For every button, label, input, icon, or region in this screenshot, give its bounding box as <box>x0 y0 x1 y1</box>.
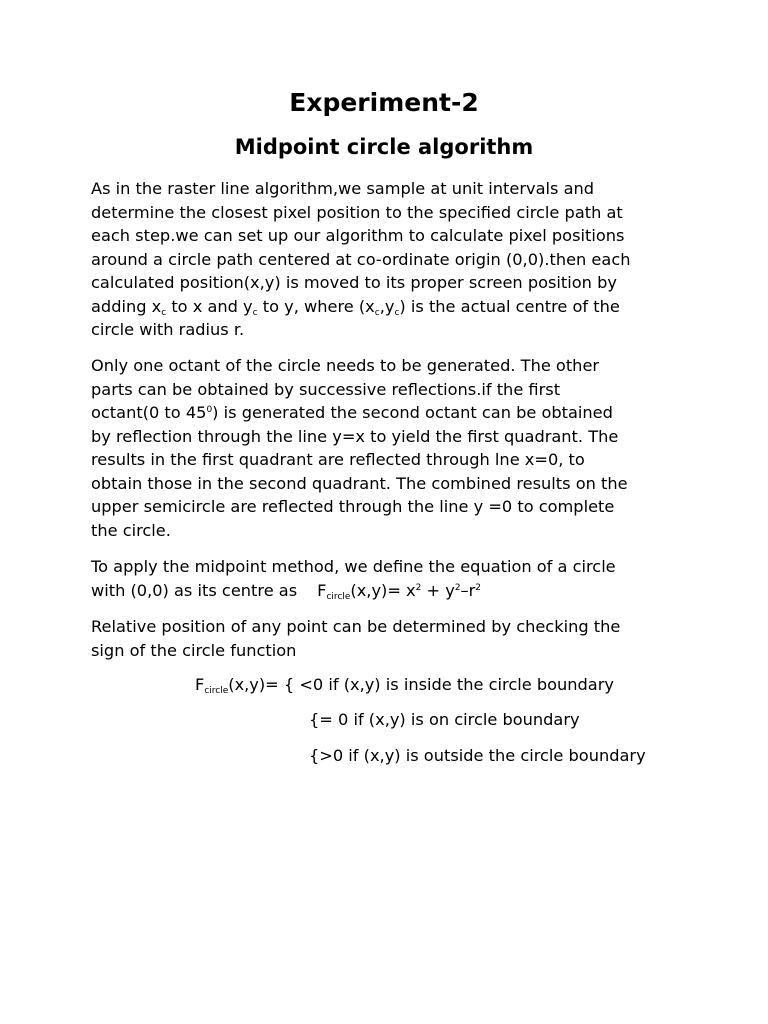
page-subtitle: Midpoint circle algorithm <box>234 135 534 159</box>
text-fragment: ) is the actual centre of the <box>399 296 620 316</box>
condition-inside <box>195 675 614 694</box>
text-line: by reflection through the line y=x to yield the first quadrant. The <box>91 426 619 446</box>
text-fragment: + y <box>421 580 455 600</box>
subscript: c <box>252 307 258 318</box>
text-line: around a circle path centered at co-ordinate origin (0,0).then each <box>91 249 631 269</box>
superscript: 2 <box>454 582 461 593</box>
text-line: parts can be obtained by successive reflections.if the first <box>91 379 561 399</box>
subscript: circle <box>204 686 229 696</box>
subscript: c <box>161 307 167 318</box>
text-line: each step.we can set up our algorithm to calculate pixel positions <box>91 226 625 245</box>
condition-on-boundary: {= 0 if (x,y) is on circle boundary <box>309 710 580 729</box>
text-fragment: ,y <box>379 296 395 316</box>
text-line: determine the closest pixel position to the specified circle path at <box>91 202 623 222</box>
condition-outside: {>0 if (x,y) is outside the circle boundary <box>309 746 646 765</box>
subscript: c <box>374 307 380 318</box>
text-fragment: –r <box>460 580 476 600</box>
function-symbol: F <box>317 580 327 600</box>
text-line-with-superscript <box>91 401 691 425</box>
text-line: the circle. <box>91 520 171 540</box>
paragraph-relative-position <box>91 615 691 662</box>
subscript: c <box>394 307 400 318</box>
text-fragment: (x,y)= { <0 if (x,y) is inside the circle boundary <box>228 675 614 694</box>
function-symbol: F <box>195 675 205 694</box>
text-fragment: octant(0 to 45 <box>91 403 207 422</box>
text-line: results in the first quadrant are reflected through lne x=0, to <box>91 450 585 469</box>
text-line: As in the raster line algorithm,we sample at unit intervals and <box>91 179 595 198</box>
paragraph-circle-equation <box>91 555 691 602</box>
page-title: Experiment-2 <box>289 88 479 117</box>
degree-superscript: 0 <box>206 405 213 415</box>
paragraph-octant-symmetry <box>91 354 691 542</box>
text-line-with-subscripts <box>91 295 691 319</box>
superscript: 2 <box>475 582 482 593</box>
text-line: Relative position of any point can be determined by checking the <box>91 617 621 636</box>
text-line-with-equation <box>91 579 691 603</box>
text-fragment: ) is generated the second octant can be obtained <box>212 403 613 422</box>
text-fragment: adding x <box>91 296 162 316</box>
text-line: To apply the midpoint method, we define the equation of a circle <box>91 557 616 576</box>
text-line: upper semicircle are reflected through the line y =0 to complete <box>91 497 615 516</box>
paragraph-raster-sampling <box>91 177 691 342</box>
text-line: sign of the circle function <box>91 640 297 660</box>
text-line: Only one octant of the circle needs to be generated. The other <box>91 356 600 375</box>
text-fragment: with (0,0) as its centre as <box>91 580 298 600</box>
superscript: 2 <box>415 582 422 593</box>
circle-equation <box>317 581 481 600</box>
text-line: obtain those in the second quadrant. The combined results on the <box>91 473 628 493</box>
text-fragment: to y, where (x <box>257 296 375 316</box>
subscript: circle <box>326 591 351 602</box>
text-line: calculated position(x,y) is moved to its proper screen position by <box>91 273 617 292</box>
text-fragment: (x,y)= x <box>350 580 416 600</box>
text-fragment: to x and y <box>166 296 253 316</box>
text-line: circle with radius r. <box>91 320 245 339</box>
